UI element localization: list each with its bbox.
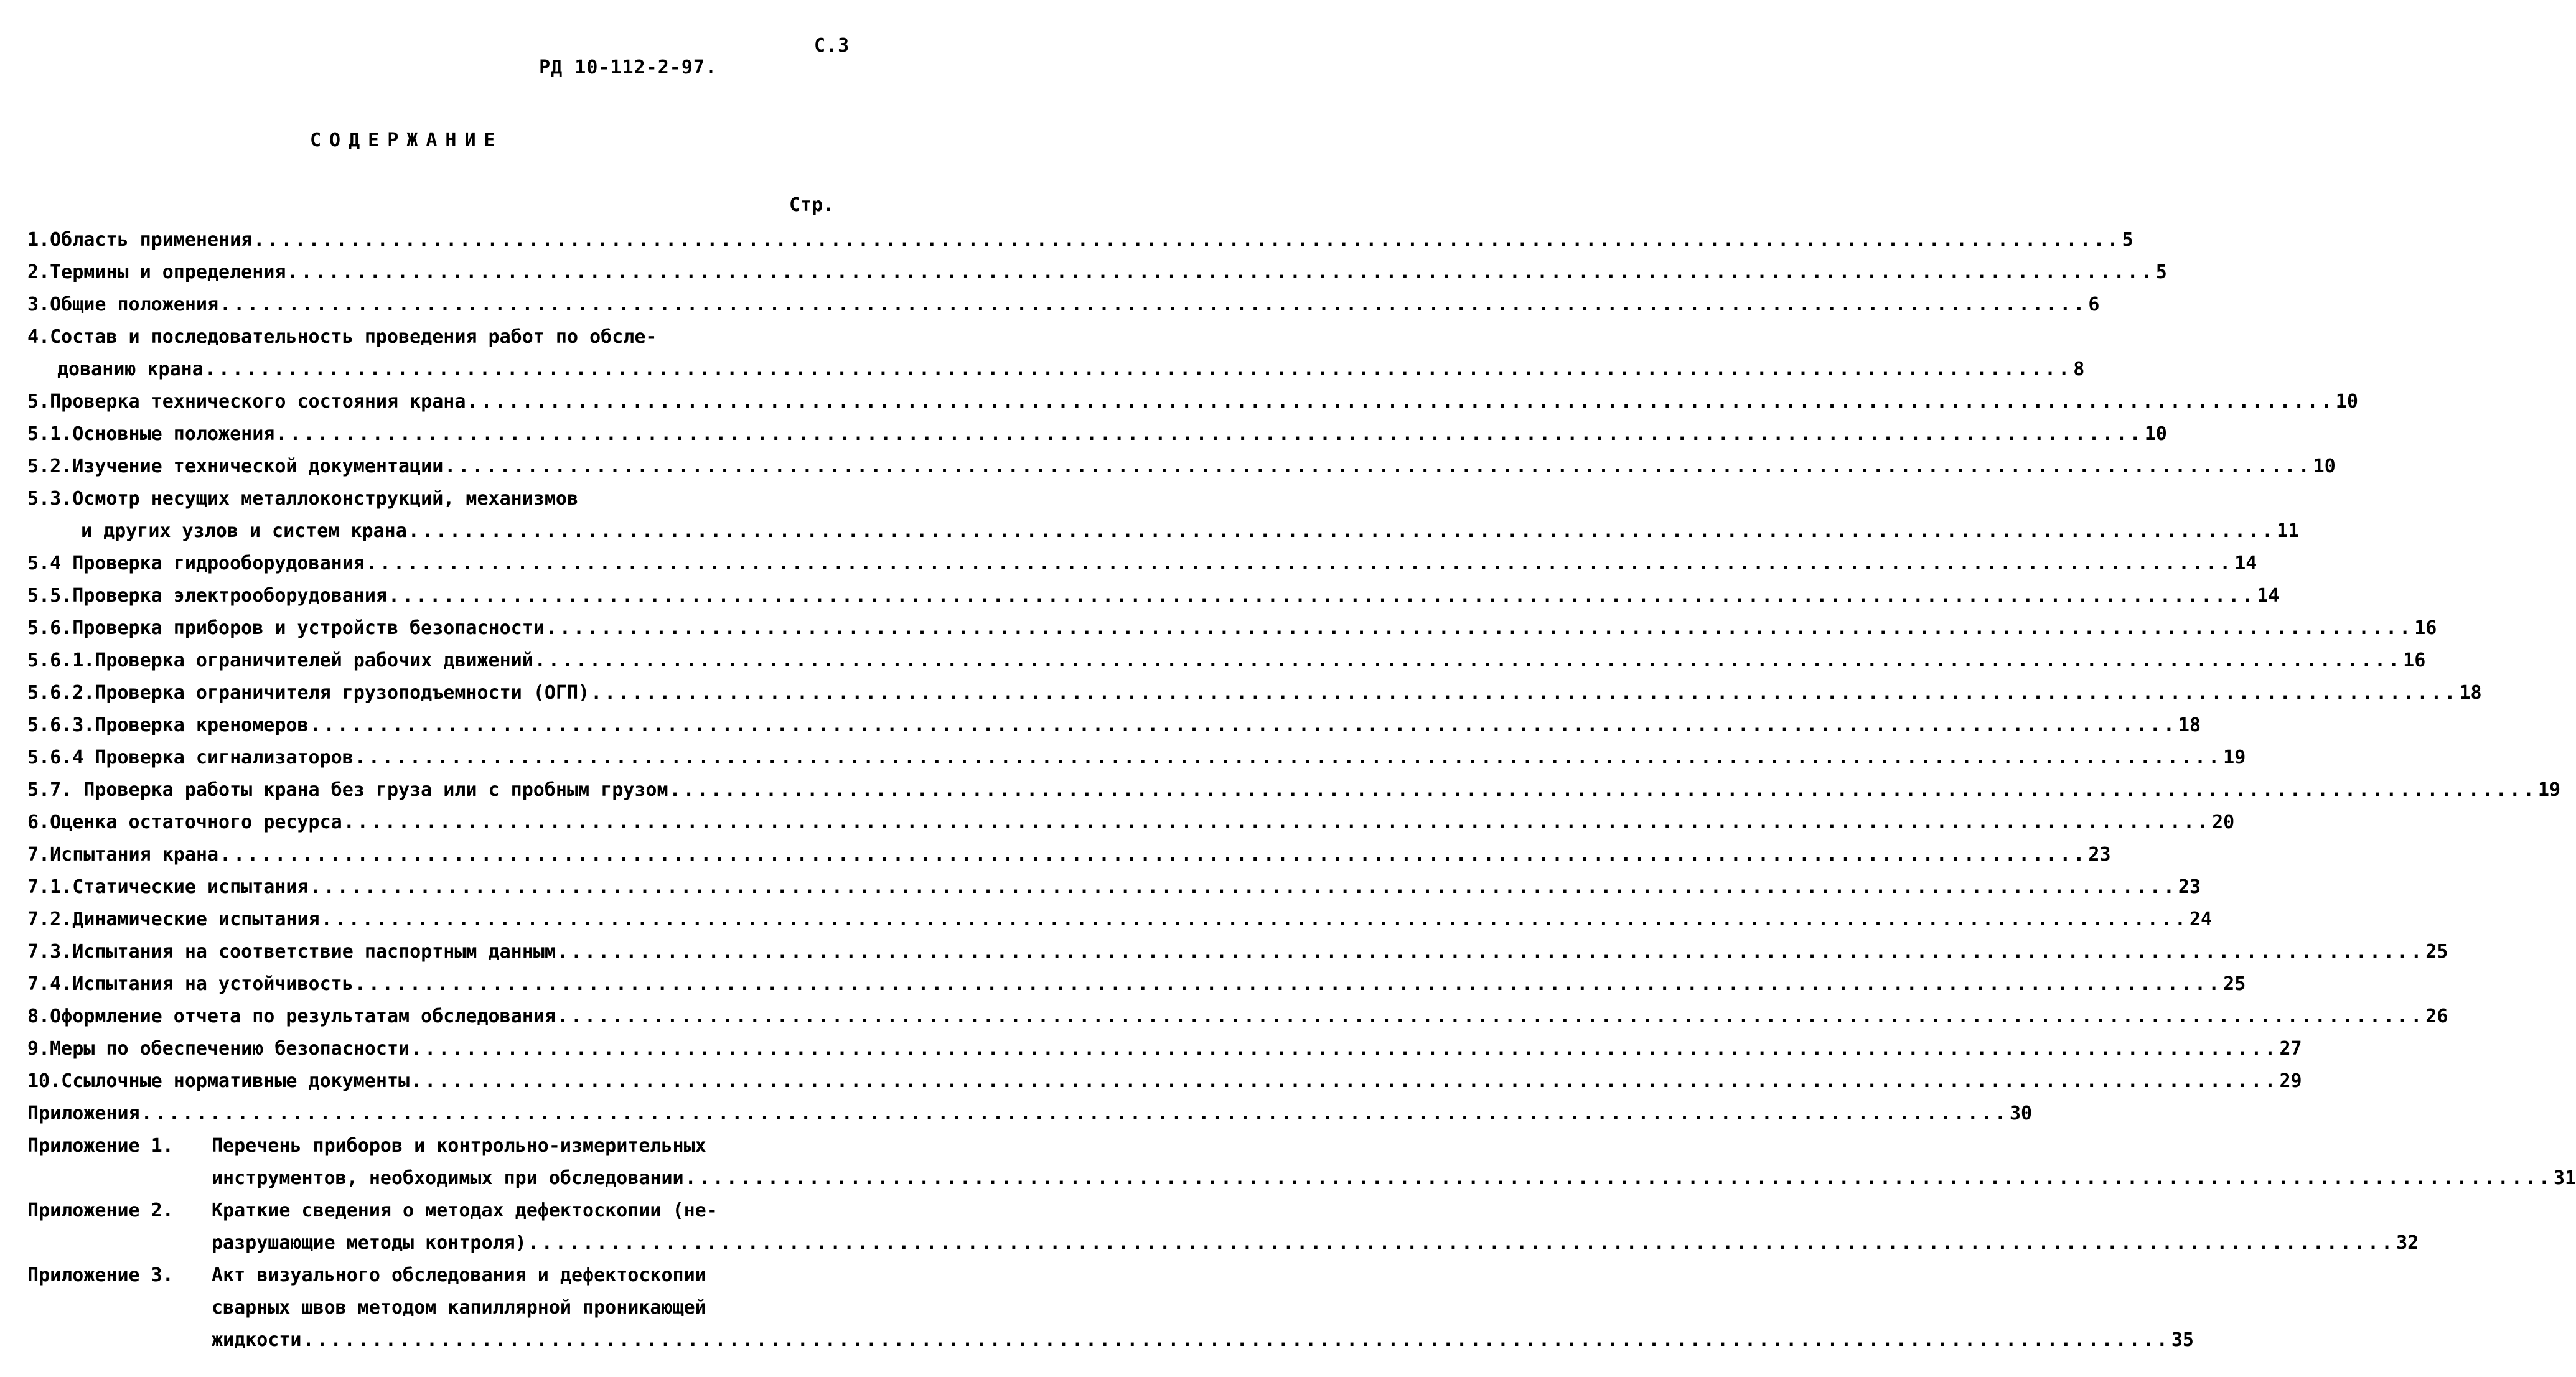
appendix-page: 31: [2553, 1167, 2576, 1189]
toc-entry[interactable]: [27, 1065, 2302, 1098]
toc-entry-label: 7.1.Статические испытания: [27, 876, 309, 898]
document-code: РД 10-112-2-97.: [539, 57, 718, 78]
toc-entry-label: и других узлов и систем крана: [81, 520, 407, 542]
dot-leader: [220, 839, 2087, 871]
dot-leader: [355, 968, 2222, 1001]
page-column-label: Стр.: [789, 194, 835, 216]
toc-entry-label-line1[interactable]: 5.3.Осмотр несущих металлоконструкций, механизмов: [27, 488, 579, 510]
toc-entry-label: 5.Проверка технического состояния крана: [27, 391, 466, 413]
toc-entry[interactable]: [27, 450, 2336, 483]
dot-leader: [220, 289, 2087, 321]
toc-entry-label: 7.4.Испытания на устойчивость: [27, 973, 354, 995]
toc-entry-label: 5.5.Проверка электрооборудования: [27, 585, 387, 607]
appendix-label: жидкости: [212, 1329, 302, 1351]
toc-entry-label: 5.4 Проверка гидрооборудования: [27, 553, 365, 574]
dot-leader: [408, 515, 2275, 548]
page-title: СОДЕРЖАНИЕ: [310, 129, 503, 151]
toc-entry-label: 2.Термины и определения: [27, 261, 286, 283]
toc-entry[interactable]: [27, 645, 2426, 677]
page-header: [515, 35, 850, 100]
toc-entry-page: 18: [2459, 682, 2482, 704]
dot-leader: [355, 742, 2222, 774]
toc-entry[interactable]: [27, 1001, 2448, 1033]
dot-leader: [467, 386, 2334, 418]
toc-entry-page: 14: [2234, 553, 2257, 574]
toc-entry[interactable]: [27, 774, 2561, 806]
toc-entry-label: 5.6.2.Проверка ограничителя грузоподъемности (ОГП): [27, 682, 590, 704]
appendix-last-line: [212, 1324, 2194, 1356]
appendix-line1: Перечень приборов и контрольно-измерительных: [212, 1135, 706, 1157]
toc-entry[interactable]: [27, 386, 2358, 418]
dot-leader: [411, 1065, 2278, 1098]
toc-entry-page: 16: [2414, 617, 2437, 639]
dot-leader: [557, 1001, 2424, 1033]
dot-leader: [344, 806, 2211, 839]
appendix-line1: Краткие сведения о методах дефектоскопии (не-: [212, 1200, 718, 1221]
appendix-page: 32: [2396, 1232, 2419, 1254]
appendix-prefix: Приложение 1.: [27, 1135, 174, 1157]
dot-leader: [557, 936, 2424, 968]
toc-entry-label: 5.6.4 Проверка сигнализаторов: [27, 747, 354, 768]
toc-entry[interactable]: [27, 903, 2213, 936]
toc-entry[interactable]: [27, 418, 2167, 450]
toc-entry[interactable]: [27, 709, 2201, 742]
toc-entry-label: 5.7. Проверка работы крана без груза или с пробным грузом: [27, 779, 668, 801]
toc-entry-page: 29: [2279, 1070, 2302, 1092]
dot-leader: [303, 1324, 2170, 1356]
toc-entry[interactable]: [27, 936, 2448, 968]
toc-entry-page: 16: [2403, 650, 2426, 671]
dot-leader: [411, 1033, 2278, 1065]
toc-entry[interactable]: [27, 289, 2100, 321]
toc-entry-page: 30: [2010, 1103, 2033, 1124]
toc-entry-page: 10: [2335, 391, 2358, 413]
toc-entry-page: 19: [2223, 747, 2246, 768]
toc-entry-label: 5.6.3.Проверка креномеров: [27, 714, 309, 736]
appendix-line2: сварных швов методом капиллярной проникающей: [212, 1297, 706, 1319]
toc-entry-page: 10: [2144, 423, 2167, 445]
toc-entry-page: 25: [2223, 973, 2246, 995]
toc-entry-page: 23: [2178, 876, 2201, 898]
toc-entry[interactable]: [27, 839, 2111, 871]
appendix-prefix: Приложение 2.: [27, 1200, 174, 1221]
toc-entry-label: 10.Ссылочные нормативные документы: [27, 1070, 410, 1092]
toc-entry[interactable]: [27, 871, 2201, 903]
appendix-last-line: [212, 1162, 2576, 1195]
toc-entry-page: 23: [2088, 844, 2111, 866]
toc-entry[interactable]: [27, 612, 2437, 645]
dot-leader: [444, 450, 2311, 483]
toc-entry[interactable]: [27, 548, 2257, 580]
toc-entry-page: 6: [2088, 294, 2100, 315]
toc-entry-label: 5.6.1.Проверка ограничителей рабочих движений: [27, 650, 533, 671]
dot-leader: [591, 677, 2458, 709]
dot-leader: [528, 1227, 2395, 1259]
dot-leader: [685, 1162, 2552, 1195]
toc-entry[interactable]: [27, 353, 2085, 386]
dot-leader: [310, 871, 2177, 903]
table-of-contents: [27, 224, 2576, 1356]
appendix-entry[interactable]: [27, 1259, 2194, 1356]
dot-leader: [205, 353, 2072, 386]
toc-entry-page: 27: [2279, 1038, 2302, 1060]
toc-entry[interactable]: [27, 580, 2280, 612]
dot-leader: [276, 418, 2143, 450]
toc-entry[interactable]: [27, 677, 2482, 709]
appendix-body: [212, 1130, 2576, 1195]
toc-entry[interactable]: [27, 806, 2235, 839]
toc-entry-label: 7.3.Испытания на соответствие паспортным данным: [27, 941, 556, 963]
dot-leader: [388, 580, 2255, 612]
toc-entry[interactable]: [27, 1033, 2302, 1065]
appendix-entry[interactable]: [27, 1130, 2576, 1195]
toc-entry-label: 5.2.Изучение технической документации: [27, 455, 444, 477]
appendix-prefix: Приложение 3.: [27, 1264, 174, 1286]
dot-leader: [253, 224, 2120, 256]
toc-entry-page: 8: [2073, 358, 2085, 380]
toc-entry-page: 25: [2425, 941, 2448, 963]
dot-leader: [535, 645, 2402, 677]
toc-entry-label: 7.Испытания крана: [27, 844, 219, 866]
toc-entry[interactable]: [27, 968, 2246, 1001]
dot-leader: [310, 709, 2177, 742]
toc-entry-page: 11: [2277, 520, 2300, 542]
dot-leader: [670, 774, 2537, 806]
toc-entry[interactable]: [27, 1098, 2033, 1130]
appendix-line1: Акт визуального обследования и дефектоскопии: [212, 1264, 706, 1286]
toc-entry-page: 18: [2178, 714, 2201, 736]
toc-entry-label: 3.Общие положения: [27, 294, 219, 315]
dot-leader: [546, 612, 2413, 645]
toc-entry[interactable]: [27, 742, 2246, 774]
toc-entry[interactable]: [27, 224, 2133, 256]
appendix-page: 35: [2171, 1329, 2194, 1351]
toc-entry-page: 19: [2537, 779, 2561, 801]
toc-entry-page: 14: [2257, 585, 2280, 607]
appendix-entry[interactable]: [27, 1195, 2419, 1259]
toc-entry-page: 20: [2212, 811, 2235, 833]
appendix-label: разрушающие методы контроля): [212, 1232, 527, 1254]
toc-entry-label: 8.Оформление отчета по результатам обследования: [27, 1006, 556, 1027]
toc-entry-page: 24: [2189, 908, 2213, 930]
toc-entry-label: 9.Меры по обеспечению безопасности: [27, 1038, 410, 1060]
toc-entry[interactable]: [27, 515, 2300, 548]
toc-entry-label: 5.1.Основные положения: [27, 423, 275, 445]
toc-entry-label: Приложения: [27, 1103, 140, 1124]
appendix-body: [212, 1259, 2194, 1356]
toc-entry-page: 5: [2122, 229, 2133, 251]
appendix-body: [212, 1195, 2419, 1259]
page-number: С.3: [814, 35, 850, 57]
dot-leader: [366, 548, 2233, 580]
toc-entry-label: 5.6.Проверка приборов и устройств безопасности: [27, 617, 545, 639]
appendix-label: инструментов, необходимых при обследовании: [212, 1167, 684, 1189]
toc-entry-label: дованию крана: [57, 358, 204, 380]
dot-leader: [287, 256, 2154, 289]
appendix-last-line: [212, 1227, 2419, 1259]
dot-leader: [141, 1098, 2008, 1130]
toc-entry-label: 7.2.Динамические испытания: [27, 908, 320, 930]
toc-entry-label: 1.Область применения: [27, 229, 253, 251]
dot-leader: [321, 903, 2188, 936]
toc-entry-page: 10: [2313, 455, 2336, 477]
toc-entry[interactable]: [27, 256, 2167, 289]
toc-entry-page: 5: [2155, 261, 2167, 283]
toc-entry-label: 6.Оценка остаточного ресурса: [27, 811, 342, 833]
toc-entry-label-line1[interactable]: 4.Состав и последовательность проведения работ по обсле-: [27, 326, 657, 348]
toc-entry-page: 26: [2425, 1006, 2448, 1027]
